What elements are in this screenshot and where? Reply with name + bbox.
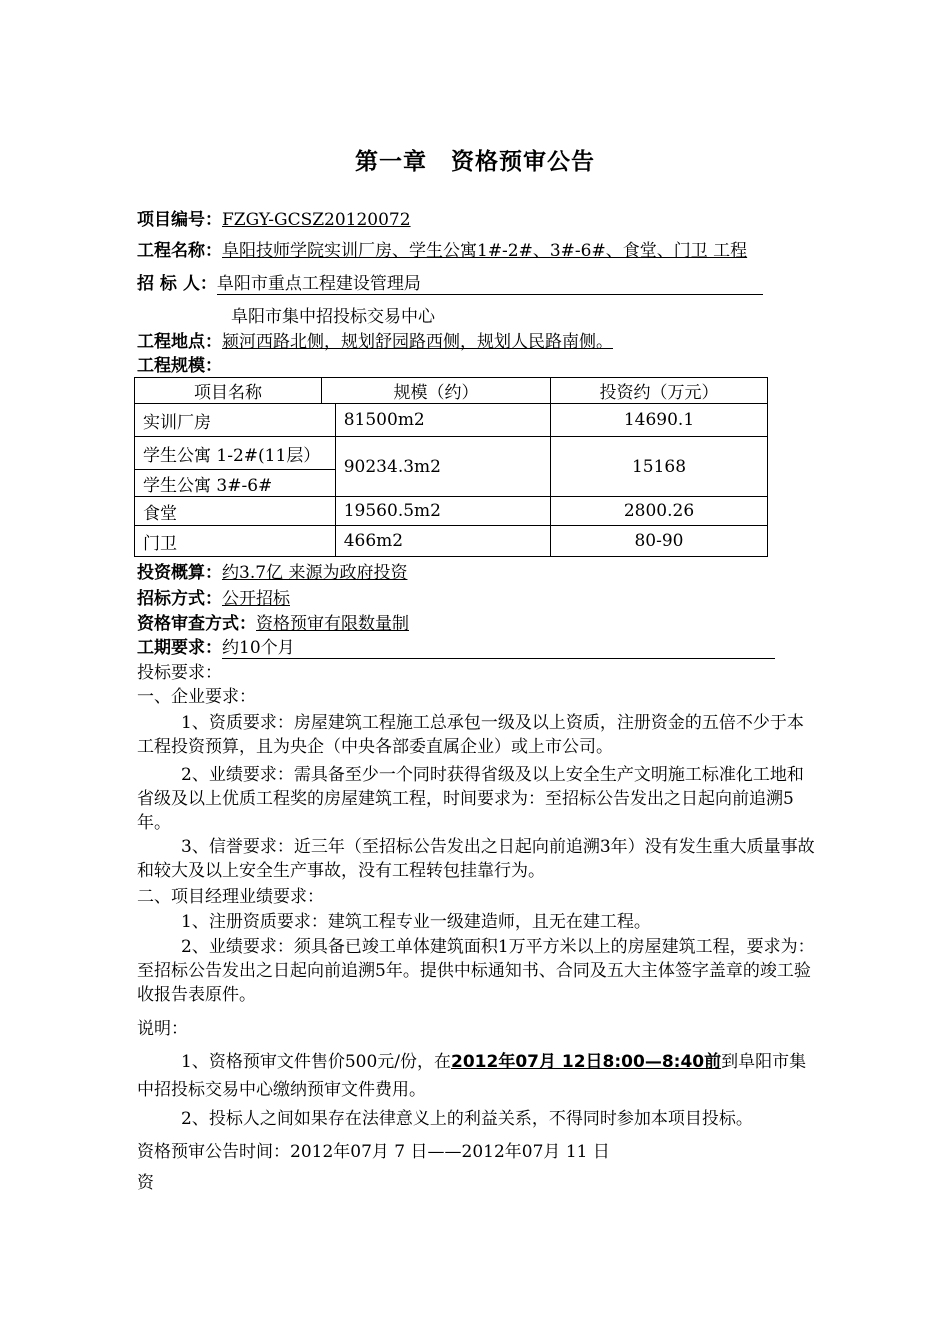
review-value: 资格预审有限数量制 <box>256 614 409 634</box>
cell-scale: 466m2 <box>335 526 550 557</box>
bid-requirements-heading: 投标要求： <box>137 663 222 683</box>
cell-name: 学生公寓 3#-6# <box>135 470 336 497</box>
cell-name: 学生公寓 1-2#(11层） <box>135 437 336 470</box>
cell-investment: 80-90 <box>551 526 768 557</box>
cell-scale: 81500m2 <box>335 404 550 437</box>
project-name-value: 阜阳技师学院实训厂房、学生公寓1#-2#、3#-6#、食堂、门卫 工程 <box>222 241 748 261</box>
scale-label: 工程规模： <box>137 356 222 376</box>
table-row <box>135 437 768 470</box>
project-name-label: 工程名称： <box>137 241 222 261</box>
tenderer-line-2 <box>231 306 435 328</box>
scale-table <box>134 377 768 557</box>
note-item-1 <box>137 1048 817 1104</box>
scale-line <box>137 355 222 377</box>
tenderer-value-1: 阜阳市重点工程建设管理局 <box>217 274 763 295</box>
cell-investment: 15168 <box>551 437 768 497</box>
project-name-line <box>137 240 747 262</box>
table-row <box>135 497 768 526</box>
enterprise-item-3: 3、信誉要求：近三年（至招标公告发出之日起向前追溯3年）没有发生重大质量事故和较大及以上安全生产事故，没有工程转包挂靠行为。 <box>137 837 815 881</box>
cell-name: 门卫 <box>135 526 336 557</box>
manager-item-2: 2、业绩要求：须具备已竣工单体建筑面积1万平方米以上的房屋建筑工程，要求为：至招标公告发出之日起向前追溯5年。提供中标通知书、合同及五大主体签字盖章的竣工验收报告表原件。 <box>137 937 815 1005</box>
location-line <box>137 331 613 353</box>
investment-line <box>137 562 407 584</box>
project-number-value: FZGY-GCSZ20120072 <box>222 210 411 230</box>
cell-name: 实训厂房 <box>135 404 336 437</box>
investment-value: 约3.7亿 来源为政府投资 <box>222 563 408 583</box>
note-heading: 说明： <box>137 1019 188 1039</box>
period-value: 约10个月 <box>222 638 775 659</box>
header-scale: 规模（约） <box>322 378 551 404</box>
review-line <box>137 613 409 635</box>
table-header-row <box>135 378 768 404</box>
period-line <box>137 637 775 659</box>
project-number-label: 项目编号： <box>137 210 222 230</box>
cell-name: 食堂 <box>135 497 336 526</box>
manager-heading: 二、项目经理业绩要求： <box>137 887 324 907</box>
cell-scale: 90234.3m2 <box>335 437 550 497</box>
trailing-text: 资 <box>137 1173 154 1193</box>
page-title: 第一章 资格预审公告 <box>355 149 595 175</box>
project-number-line <box>137 209 411 231</box>
period-label: 工期要求： <box>137 638 222 658</box>
header-investment: 投资约（万元） <box>551 378 768 404</box>
method-line <box>137 588 290 610</box>
note-item-1-post: 到阜阳市集中招投标交易中心缴纳预审文件费用。 <box>137 1052 807 1100</box>
investment-label: 投资概算： <box>137 563 222 583</box>
header-project-name: 项目名称 <box>135 378 322 404</box>
enterprise-heading: 一、企业要求： <box>137 687 256 707</box>
location-label: 工程地点： <box>137 332 222 352</box>
note-item-2: 2、投标人之间如果存在法律意义上的利益关系，不得同时参加本项目投标。 <box>181 1109 753 1129</box>
tenderer-label: 招 标 人： <box>137 274 217 294</box>
manager-item-1: 1、注册资质要求：建筑工程专业一级建造师，且无在建工程。 <box>181 912 651 932</box>
method-label: 招标方式： <box>137 589 222 609</box>
tenderer-value-2: 阜阳市集中招投标交易中心 <box>231 307 435 327</box>
location-value: 颍河西路北侧，规划舒园路西侧，规划人民路南侧。 <box>222 332 613 352</box>
table-row <box>135 526 768 557</box>
cell-investment: 2800.26 <box>551 497 768 526</box>
table-row <box>135 404 768 437</box>
enterprise-item-2: 2、业绩要求：需具备至少一个同时获得省级及以上安全生产文明施工标准化工地和省级及以上优质工程奖的房屋建筑工程，时间要求为：至招标公告发出之日起向前追溯5年。 <box>137 765 804 833</box>
review-label: 资格审查方式： <box>137 614 256 634</box>
method-value: 公开招标 <box>222 589 290 609</box>
cell-investment: 14690.1 <box>551 404 768 437</box>
cell-scale: 19560.5m2 <box>335 497 550 526</box>
note-item-1-date: 2012年07月 12日8:00—8:40前 <box>451 1052 722 1072</box>
tenderer-line <box>137 273 763 295</box>
notice-time: 资格预审公告时间：2012年07月 7 日——2012年07月 11 日 <box>137 1142 610 1162</box>
enterprise-item-1: 1、资质要求：房屋建筑工程施工总承包一级及以上资质，注册资金的五倍不少于本工程投资预算，且为央企（中央各部委直属企业）或上市公司。 <box>137 713 804 757</box>
note-item-1-pre: 1、资格预审文件售价500元/份，在 <box>181 1052 451 1072</box>
